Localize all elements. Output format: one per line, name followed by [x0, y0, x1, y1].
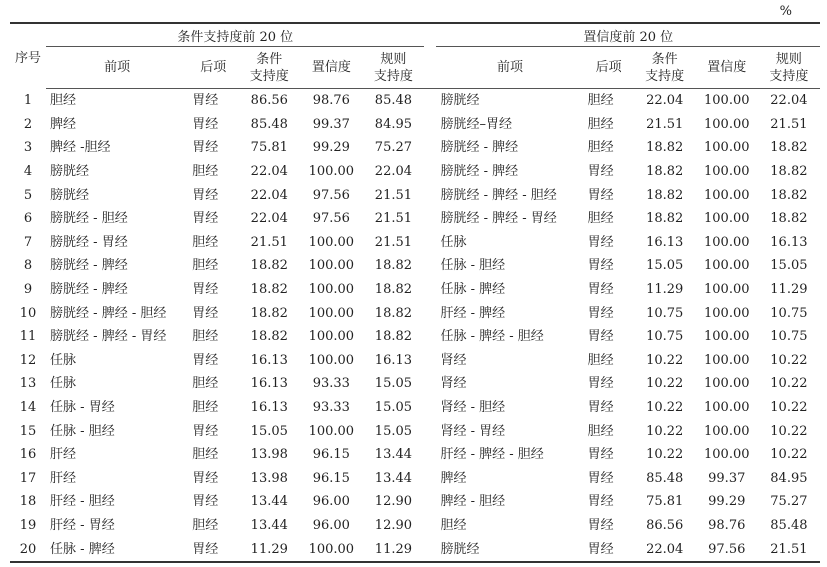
rule-support-left: 11.29 — [362, 537, 424, 562]
antecedent-left: 任脉 - 胆经 — [50, 423, 115, 439]
table-row — [10, 301, 820, 325]
confidence-right: 100.00 — [704, 258, 750, 274]
rule-support-left: 85.48 — [374, 93, 413, 109]
confidence-right: 100.00 — [704, 140, 750, 156]
gap-cell — [424, 136, 436, 160]
antecedent-left: 肝经 - 胆经 — [50, 494, 115, 510]
antecedent-left: 肝经 — [50, 447, 77, 463]
rule-support-left: 21.51 — [374, 234, 413, 250]
gap-cell — [424, 443, 436, 467]
row-index: 13 — [19, 376, 37, 392]
antecedent-left: 膀胱经 — [50, 187, 90, 203]
rule-support-right: 85.48 — [770, 517, 808, 533]
confidence-left: 99.37 — [312, 116, 350, 132]
confidence-left: 97.56 — [312, 211, 350, 227]
confidence-left: 96.15 — [312, 447, 350, 463]
antecedent-left: 胆经 — [50, 93, 77, 109]
table-body — [10, 89, 820, 562]
association-rules-table — [10, 22, 820, 563]
rule-support-right: 10.22 — [770, 447, 808, 463]
consequent-left: 胃经 — [192, 116, 219, 132]
gap-cell — [424, 231, 436, 255]
consequent-left: 胃经 — [192, 93, 219, 109]
confidence-right: 99.37 — [708, 470, 746, 486]
row-index: 10 — [19, 305, 37, 321]
confidence-right: 100.00 — [704, 329, 750, 345]
cond-support-left: 15.05 — [250, 423, 288, 439]
antecedent-right: 膀胱经 - 脾经 - 胃经 — [440, 211, 557, 227]
antecedent-right: 任脉 - 脾经 — [440, 282, 506, 298]
column-header-row — [10, 47, 820, 89]
rule-support-left: 18.82 — [374, 329, 413, 345]
rule-support-left: 21.51 — [374, 211, 413, 227]
confidence-right: 98.76 — [708, 517, 746, 533]
gap-cell — [424, 254, 436, 278]
antecedent-right: 任脉 — [440, 234, 467, 250]
cond-support-right: 15.05 — [646, 258, 684, 274]
cond-support-left: 21.51 — [250, 234, 288, 250]
header-group-support: 条件支持度前 20 位 — [46, 23, 424, 47]
cond-support-right: 85.48 — [646, 470, 684, 486]
confidence-right: 100.00 — [704, 93, 750, 109]
consequent-right: 胃经 — [587, 234, 614, 250]
consequent-right: 胆经 — [587, 352, 614, 368]
cond-support-right: 10.22 — [646, 423, 684, 439]
rule-support-left: 21.51 — [374, 187, 413, 203]
row-index: 15 — [19, 423, 37, 439]
consequent-right: 胃经 — [587, 376, 614, 392]
row-index: 19 — [19, 517, 37, 533]
cond-support-left: 75.81 — [250, 140, 288, 156]
antecedent-right: 肾经 — [440, 352, 467, 368]
rule-support-right: 84.95 — [770, 470, 808, 486]
antecedent-right: 膀胱经–胃经 — [440, 116, 512, 132]
rule-support-right: 18.82 — [770, 187, 808, 203]
consequent-left: 胆经 — [192, 376, 219, 392]
consequent-left: 胃经 — [192, 494, 219, 510]
antecedent-left: 任脉 — [50, 376, 77, 392]
gap-cell — [424, 419, 436, 443]
rule-support-right: 16.13 — [770, 234, 808, 250]
table-row — [10, 372, 820, 396]
antecedent-left: 脾经 — [50, 116, 77, 132]
antecedent-right: 任脉 - 胆经 — [440, 258, 506, 274]
confidence-left: 93.33 — [312, 400, 350, 416]
gap-cell — [424, 490, 436, 514]
confidence-left: 100.00 — [308, 329, 355, 345]
gap-cell — [424, 537, 436, 562]
cond-support-left: 22.04 — [250, 164, 288, 180]
header-gap — [424, 23, 436, 47]
antecedent-left: 脾经 -胆经 — [50, 140, 111, 156]
table-row — [10, 537, 820, 562]
rule-support-left: 13.44 — [374, 470, 413, 486]
consequent-right: 胃经 — [584, 537, 634, 562]
rule-support-right: 18.82 — [770, 140, 808, 156]
antecedent-left: 膀胱经 - 脾经 - 胆经 — [50, 305, 167, 321]
consequent-right: 胃经 — [587, 305, 614, 321]
cond-support-left: 18.82 — [250, 282, 288, 298]
header-cond-support-right: 条件 支持度 — [634, 47, 696, 89]
antecedent-right: 膀胱经 - 脾经 — [440, 140, 519, 156]
consequent-right: 胃经 — [587, 470, 614, 486]
antecedent-right: 膀胱经 - 脾经 — [440, 164, 519, 180]
antecedent-left: 肝经 - 胃经 — [50, 517, 115, 533]
rule-support-right: 10.75 — [770, 329, 808, 345]
rule-support-left: 84.95 — [374, 116, 413, 132]
gap-cell — [424, 325, 436, 349]
cond-support-left: 16.13 — [250, 400, 288, 416]
row-index: 6 — [23, 211, 33, 227]
table-row — [10, 136, 820, 160]
header-rule-support-left: 规则 支持度 — [362, 47, 424, 89]
rule-support-right: 10.22 — [770, 400, 808, 416]
row-index: 5 — [23, 187, 33, 203]
consequent-left: 胃经 — [192, 282, 219, 298]
row-index: 18 — [19, 494, 37, 510]
header-confidence-left: 置信度 — [300, 47, 362, 89]
rule-support-left: 15.05 — [374, 400, 413, 416]
header-consequent-left: 后项 — [188, 47, 238, 89]
consequent-left: 胆经 — [192, 517, 219, 533]
antecedent-left: 膀胱经 - 胆经 — [50, 211, 128, 227]
header-gap — [424, 47, 436, 89]
confidence-left: 100.00 — [308, 352, 355, 368]
cond-support-left: 18.82 — [250, 329, 288, 345]
header-antecedent-right: 前项 — [436, 47, 583, 89]
antecedent-left: 任脉 — [50, 352, 77, 368]
consequent-right: 胃经 — [587, 258, 614, 274]
antecedent-right: 膀胱经 — [436, 537, 583, 562]
rule-support-right: 21.51 — [758, 537, 820, 562]
gap-cell — [424, 160, 436, 184]
confidence-right: 100.00 — [704, 164, 750, 180]
table-row — [10, 419, 820, 443]
table-row — [10, 467, 820, 491]
gap-cell — [424, 396, 436, 420]
confidence-left: 100.00 — [308, 164, 355, 180]
consequent-left: 胆经 — [192, 234, 219, 250]
row-index: 2 — [23, 116, 33, 132]
confidence-left: 93.33 — [312, 376, 350, 392]
consequent-left: 胆经 — [192, 329, 219, 345]
consequent-right: 胆经 — [587, 140, 614, 156]
consequent-right: 胃经 — [587, 164, 614, 180]
row-index: 17 — [19, 470, 37, 486]
cond-support-left: 18.82 — [250, 305, 288, 321]
antecedent-right: 脾经 — [440, 470, 467, 486]
cond-support-right: 10.22 — [646, 447, 684, 463]
gap-cell — [424, 514, 436, 538]
row-index: 1 — [23, 93, 33, 109]
antecedent-left: 膀胱经 - 脾经 - 胃经 — [50, 329, 167, 345]
consequent-right: 胆经 — [587, 93, 614, 109]
table-row — [10, 443, 820, 467]
confidence-right: 100.00 — [704, 234, 750, 250]
gap-cell — [424, 183, 436, 207]
cond-support-left: 18.82 — [250, 258, 288, 274]
header-rule-support-right: 规则 支持度 — [758, 47, 820, 89]
header-cond-support-left: 条件 支持度 — [238, 47, 300, 89]
table-row — [10, 183, 820, 207]
rule-support-right: 10.22 — [770, 352, 808, 368]
consequent-left: 胃经 — [192, 211, 219, 227]
rule-support-right: 15.05 — [770, 258, 808, 274]
table-header — [10, 23, 820, 89]
cond-support-left: 22.04 — [250, 187, 288, 203]
gap-cell — [424, 278, 436, 302]
cond-support-right: 18.82 — [646, 187, 684, 203]
confidence-right: 100.00 — [704, 352, 750, 368]
rule-support-right: 18.82 — [770, 164, 808, 180]
cond-support-right: 21.51 — [646, 116, 684, 132]
rule-support-right: 10.75 — [770, 305, 808, 321]
gap-cell — [424, 113, 436, 137]
antecedent-left: 任脉 - 脾经 — [46, 537, 188, 562]
consequent-left: 胃经 — [192, 352, 219, 368]
confidence-left: 96.15 — [312, 470, 350, 486]
rule-support-left: 22.04 — [374, 164, 413, 180]
confidence-right: 100.00 — [704, 400, 750, 416]
consequent-left: 胃经 — [192, 470, 219, 486]
gap-cell — [424, 301, 436, 325]
confidence-right: 100.00 — [704, 116, 750, 132]
consequent-right: 胆经 — [587, 423, 614, 439]
header-antecedent-left: 前项 — [46, 47, 188, 89]
cond-support-left: 13.98 — [250, 447, 288, 463]
rule-support-left: 18.82 — [374, 282, 413, 298]
confidence-left: 100.00 — [308, 258, 355, 274]
cond-support-right: 10.22 — [646, 400, 684, 416]
confidence-left: 100.00 — [308, 423, 355, 439]
row-index: 9 — [23, 282, 33, 298]
consequent-right: 胆经 — [587, 211, 614, 227]
consequent-right: 胃经 — [587, 187, 614, 203]
rule-support-left: 15.05 — [374, 423, 413, 439]
cond-support-right: 10.75 — [646, 329, 684, 345]
cond-support-left: 16.13 — [250, 352, 288, 368]
table-row — [10, 113, 820, 137]
confidence-left: 100.00 — [300, 537, 362, 562]
cond-support-right: 18.82 — [646, 164, 684, 180]
cond-support-right: 10.22 — [646, 376, 684, 392]
consequent-left: 胆经 — [192, 400, 219, 416]
header-group-confidence: 置信度前 20 位 — [436, 23, 820, 47]
consequent-left: 胆经 — [192, 164, 219, 180]
confidence-right: 100.00 — [704, 282, 750, 298]
consequent-left: 胃经 — [192, 140, 219, 156]
table-row — [10, 278, 820, 302]
confidence-left: 99.29 — [312, 140, 350, 156]
gap-cell — [424, 372, 436, 396]
confidence-right: 100.00 — [704, 305, 750, 321]
cond-support-right: 10.22 — [646, 352, 684, 368]
rule-support-left: 13.44 — [374, 447, 413, 463]
cond-support-right: 16.13 — [646, 234, 684, 250]
antecedent-right: 膀胱经 — [440, 93, 480, 109]
gap-cell — [424, 467, 436, 491]
rule-support-right: 21.51 — [770, 116, 808, 132]
antecedent-left: 任脉 - 胃经 — [50, 400, 115, 416]
header-confidence-right: 置信度 — [696, 47, 758, 89]
table-row — [10, 254, 820, 278]
cond-support-right: 75.81 — [646, 494, 684, 510]
row-index: 20 — [10, 537, 46, 562]
table-row — [10, 231, 820, 255]
confidence-right: 100.00 — [704, 187, 750, 203]
consequent-left: 胃经 — [192, 423, 219, 439]
consequent-left: 胆经 — [192, 258, 219, 274]
row-index: 7 — [23, 234, 33, 250]
cond-support-right: 22.04 — [634, 537, 696, 562]
cond-support-left: 13.98 — [250, 470, 288, 486]
table-row — [10, 396, 820, 420]
row-index: 14 — [19, 400, 37, 416]
consequent-left: 胃经 — [192, 305, 219, 321]
consequent-right: 胃经 — [587, 447, 614, 463]
gap-cell — [424, 89, 436, 113]
cond-support-right: 22.04 — [646, 93, 684, 109]
consequent-right: 胃经 — [587, 517, 614, 533]
cond-support-right: 18.82 — [646, 211, 684, 227]
consequent-right: 胆经 — [587, 116, 614, 132]
antecedent-right: 肝经 - 脾经 - 胆经 — [440, 447, 544, 463]
confidence-left: 98.76 — [312, 93, 350, 109]
row-index: 8 — [23, 258, 33, 274]
antecedent-right: 肾经 - 胆经 — [440, 400, 506, 416]
row-index: 3 — [23, 140, 33, 156]
row-index: 4 — [23, 164, 33, 180]
gap-cell — [424, 349, 436, 373]
consequent-left: 胆经 — [192, 447, 219, 463]
antecedent-left: 肝经 — [50, 470, 77, 486]
rule-support-right: 22.04 — [770, 93, 808, 109]
cond-support-right: 10.75 — [646, 305, 684, 321]
rule-support-left: 18.82 — [374, 258, 413, 274]
confidence-right: 100.00 — [704, 447, 750, 463]
header-consequent-right: 后项 — [584, 47, 634, 89]
table-row — [10, 490, 820, 514]
antecedent-right: 脾经 - 胆经 — [440, 494, 506, 510]
antecedent-left: 膀胱经 - 胃经 — [50, 234, 128, 250]
consequent-right: 胃经 — [587, 494, 614, 510]
table-row — [10, 160, 820, 184]
consequent-right: 胃经 — [587, 282, 614, 298]
cond-support-left: 22.04 — [250, 211, 288, 227]
cond-support-left: 11.29 — [238, 537, 300, 562]
antecedent-left: 膀胱经 - 脾经 — [50, 282, 128, 298]
rule-support-right: 75.27 — [770, 494, 808, 510]
confidence-left: 96.00 — [312, 517, 350, 533]
rule-support-right: 18.82 — [770, 211, 808, 227]
confidence-left: 100.00 — [308, 282, 355, 298]
confidence-right: 97.56 — [696, 537, 758, 562]
cond-support-right: 86.56 — [646, 517, 684, 533]
cond-support-right: 18.82 — [646, 140, 684, 156]
row-index: 11 — [19, 329, 37, 345]
antecedent-right: 肾经 — [440, 376, 467, 392]
table-row — [10, 89, 820, 113]
row-index: 12 — [19, 352, 37, 368]
confidence-left: 100.00 — [308, 234, 355, 250]
confidence-right: 100.00 — [704, 423, 750, 439]
antecedent-left: 膀胱经 — [50, 164, 90, 180]
cond-support-left: 86.56 — [250, 93, 288, 109]
table-row — [10, 325, 820, 349]
consequent-left: 胃经 — [192, 187, 219, 203]
rule-support-right: 10.22 — [770, 376, 808, 392]
table-row — [10, 207, 820, 231]
antecedent-right: 胆经 — [440, 517, 467, 533]
confidence-left: 97.56 — [312, 187, 350, 203]
cond-support-left: 13.44 — [250, 494, 288, 510]
confidence-left: 96.00 — [312, 494, 350, 510]
confidence-right: 100.00 — [704, 376, 750, 392]
rule-support-left: 12.90 — [374, 517, 413, 533]
rule-support-left: 12.90 — [374, 494, 413, 510]
row-index: 16 — [19, 447, 37, 463]
antecedent-right: 任脉 - 脾经 - 胆经 — [440, 329, 544, 345]
table-row — [10, 349, 820, 373]
rule-support-left: 18.82 — [374, 305, 413, 321]
confidence-right: 100.00 — [704, 211, 750, 227]
cond-support-left: 85.48 — [250, 116, 288, 132]
cond-support-right: 11.29 — [646, 282, 684, 298]
antecedent-left: 膀胱经 - 脾经 — [50, 258, 128, 274]
unit-label: % — [779, 4, 792, 19]
rule-support-left: 15.05 — [374, 376, 413, 392]
group-header-row — [10, 23, 820, 47]
table-row — [10, 514, 820, 538]
consequent-right: 胃经 — [587, 329, 614, 345]
cond-support-left: 16.13 — [250, 376, 288, 392]
consequent-right: 胃经 — [587, 400, 614, 416]
confidence-left: 100.00 — [308, 305, 355, 321]
rule-support-left: 16.13 — [374, 352, 413, 368]
gap-cell — [424, 207, 436, 231]
antecedent-right: 膀胱经 - 脾经 - 胆经 — [440, 187, 557, 203]
confidence-right: 99.29 — [708, 494, 746, 510]
cond-support-left: 13.44 — [250, 517, 288, 533]
consequent-left: 胃经 — [188, 537, 238, 562]
header-index: 序号 — [15, 50, 42, 66]
rule-support-right: 11.29 — [770, 282, 808, 298]
antecedent-right: 肝经 - 脾经 — [440, 305, 506, 321]
antecedent-right: 肾经 - 胃经 — [440, 423, 506, 439]
rule-support-right: 10.22 — [770, 423, 808, 439]
rule-support-left: 75.27 — [374, 140, 413, 156]
